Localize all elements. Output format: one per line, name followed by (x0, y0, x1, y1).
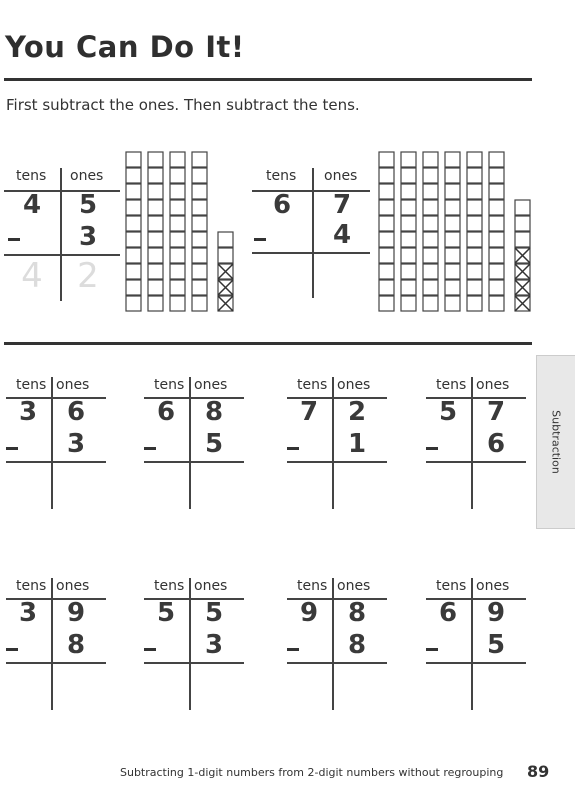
tens-rod (126, 152, 141, 311)
tens-header: tens (16, 168, 47, 184)
section-tab-label: Subtraction (549, 410, 563, 474)
subtrahend-digit: 8 (66, 630, 86, 660)
tens-header: tens (16, 578, 47, 594)
subtrahend-digit: 4 (332, 220, 352, 250)
practice-problem-8 (426, 578, 526, 713)
tens-rod (170, 152, 185, 311)
top-rule (4, 78, 532, 81)
ones-header: ones (337, 578, 371, 594)
unit-cube (218, 248, 233, 263)
unit-cube (515, 200, 530, 215)
tens-rod (148, 152, 163, 311)
ones-digit: 7 (486, 397, 506, 427)
ones-header: ones (194, 578, 228, 594)
minus-sign (254, 238, 266, 241)
subtrahend-digit: 1 (347, 429, 367, 459)
ones-digit: 8 (204, 397, 224, 427)
practice-problem-7 (287, 578, 387, 713)
ones-header: ones (194, 377, 228, 393)
tens-digit: 4 (22, 190, 42, 220)
ones-digit: 5 (204, 598, 224, 628)
tens-rod (489, 152, 504, 311)
tens-rod (467, 152, 482, 311)
section-tab (536, 355, 575, 529)
subtrahend-digit: 5 (486, 630, 506, 660)
middle-rule (4, 342, 532, 345)
tens-rod (379, 152, 394, 311)
ones-header: ones (476, 578, 510, 594)
tens-header: tens (436, 578, 467, 594)
minus-sign (144, 648, 156, 651)
tens-digit: 7 (299, 397, 319, 427)
subtrahend-digit: 3 (78, 222, 98, 252)
tens-header: tens (154, 578, 185, 594)
tens-rod (445, 152, 460, 311)
tens-digit: 6 (272, 190, 292, 220)
tens-digit: 6 (438, 598, 458, 628)
crossed-unit-cube (218, 264, 233, 279)
crossed-unit-cube (515, 248, 530, 263)
minus-sign (144, 447, 156, 450)
minus-sign (6, 648, 18, 651)
unit-cube (218, 232, 233, 247)
minus-sign (426, 648, 438, 651)
tens-digit: 5 (438, 397, 458, 427)
ones-digit: 7 (332, 190, 352, 220)
practice-problem-1 (6, 377, 106, 512)
minus-sign (6, 447, 18, 450)
practice-problem-2 (144, 377, 244, 512)
minus-sign (287, 447, 299, 450)
ones-header: ones (70, 168, 104, 184)
ones-header: ones (324, 168, 358, 184)
practice-problem-4 (426, 377, 526, 512)
tens-digit: 6 (156, 397, 176, 427)
tens-header: tens (16, 377, 47, 393)
answer-tens: 4 (21, 256, 43, 296)
practice-problem-6 (144, 578, 244, 713)
tens-digit: 3 (18, 598, 38, 628)
subtrahend-digit: 8 (347, 630, 367, 660)
minus-sign (8, 238, 20, 241)
ones-header: ones (476, 377, 510, 393)
crossed-unit-cube (218, 280, 233, 295)
crossed-unit-cube (218, 296, 233, 311)
ones-digit: 6 (66, 397, 86, 427)
answer-ones: 2 (77, 256, 99, 296)
tens-digit: 3 (18, 397, 38, 427)
ones-digit: 8 (347, 598, 367, 628)
tens-rod (401, 152, 416, 311)
instructions: First subtract the ones. Then subtract the tens. (6, 96, 360, 114)
minus-sign (287, 648, 299, 651)
tens-digit: 9 (299, 598, 319, 628)
practice-problem-5 (6, 578, 106, 713)
ones-digit: 9 (486, 598, 506, 628)
ones-digit: 2 (347, 397, 367, 427)
subtrahend-digit: 3 (66, 429, 86, 459)
ones-header: ones (56, 578, 90, 594)
tens-header: tens (297, 377, 328, 393)
ones-digit: 9 (66, 598, 86, 628)
tens-rod (423, 152, 438, 311)
subtrahend-digit: 3 (204, 630, 224, 660)
subtrahend-digit: 5 (204, 429, 224, 459)
crossed-unit-cube (515, 296, 530, 311)
unit-cube (515, 232, 530, 247)
footer-text: Subtracting 1-digit numbers from 2-digit numbers without regrouping (120, 766, 504, 779)
page-number: 89 (527, 762, 550, 781)
crossed-unit-cube (515, 280, 530, 295)
ones-header: ones (337, 377, 371, 393)
page-title: You Can Do It! (5, 30, 245, 64)
base-ten-blocks-1 (125, 150, 240, 320)
tens-digit: 5 (156, 598, 176, 628)
tens-header: tens (266, 168, 297, 184)
tens-header: tens (154, 377, 185, 393)
tens-header: tens (436, 377, 467, 393)
ones-digit: 5 (78, 190, 98, 220)
tens-rod (192, 152, 207, 311)
subtrahend-digit: 6 (486, 429, 506, 459)
example-problem-2 (252, 168, 370, 303)
ones-header: ones (56, 377, 90, 393)
base-ten-blocks-2 (378, 150, 538, 320)
tens-header: tens (297, 578, 328, 594)
practice-problem-3 (287, 377, 387, 512)
minus-sign (426, 447, 438, 450)
example-problem-1 (4, 168, 122, 303)
unit-cube (515, 216, 530, 231)
crossed-unit-cube (515, 264, 530, 279)
